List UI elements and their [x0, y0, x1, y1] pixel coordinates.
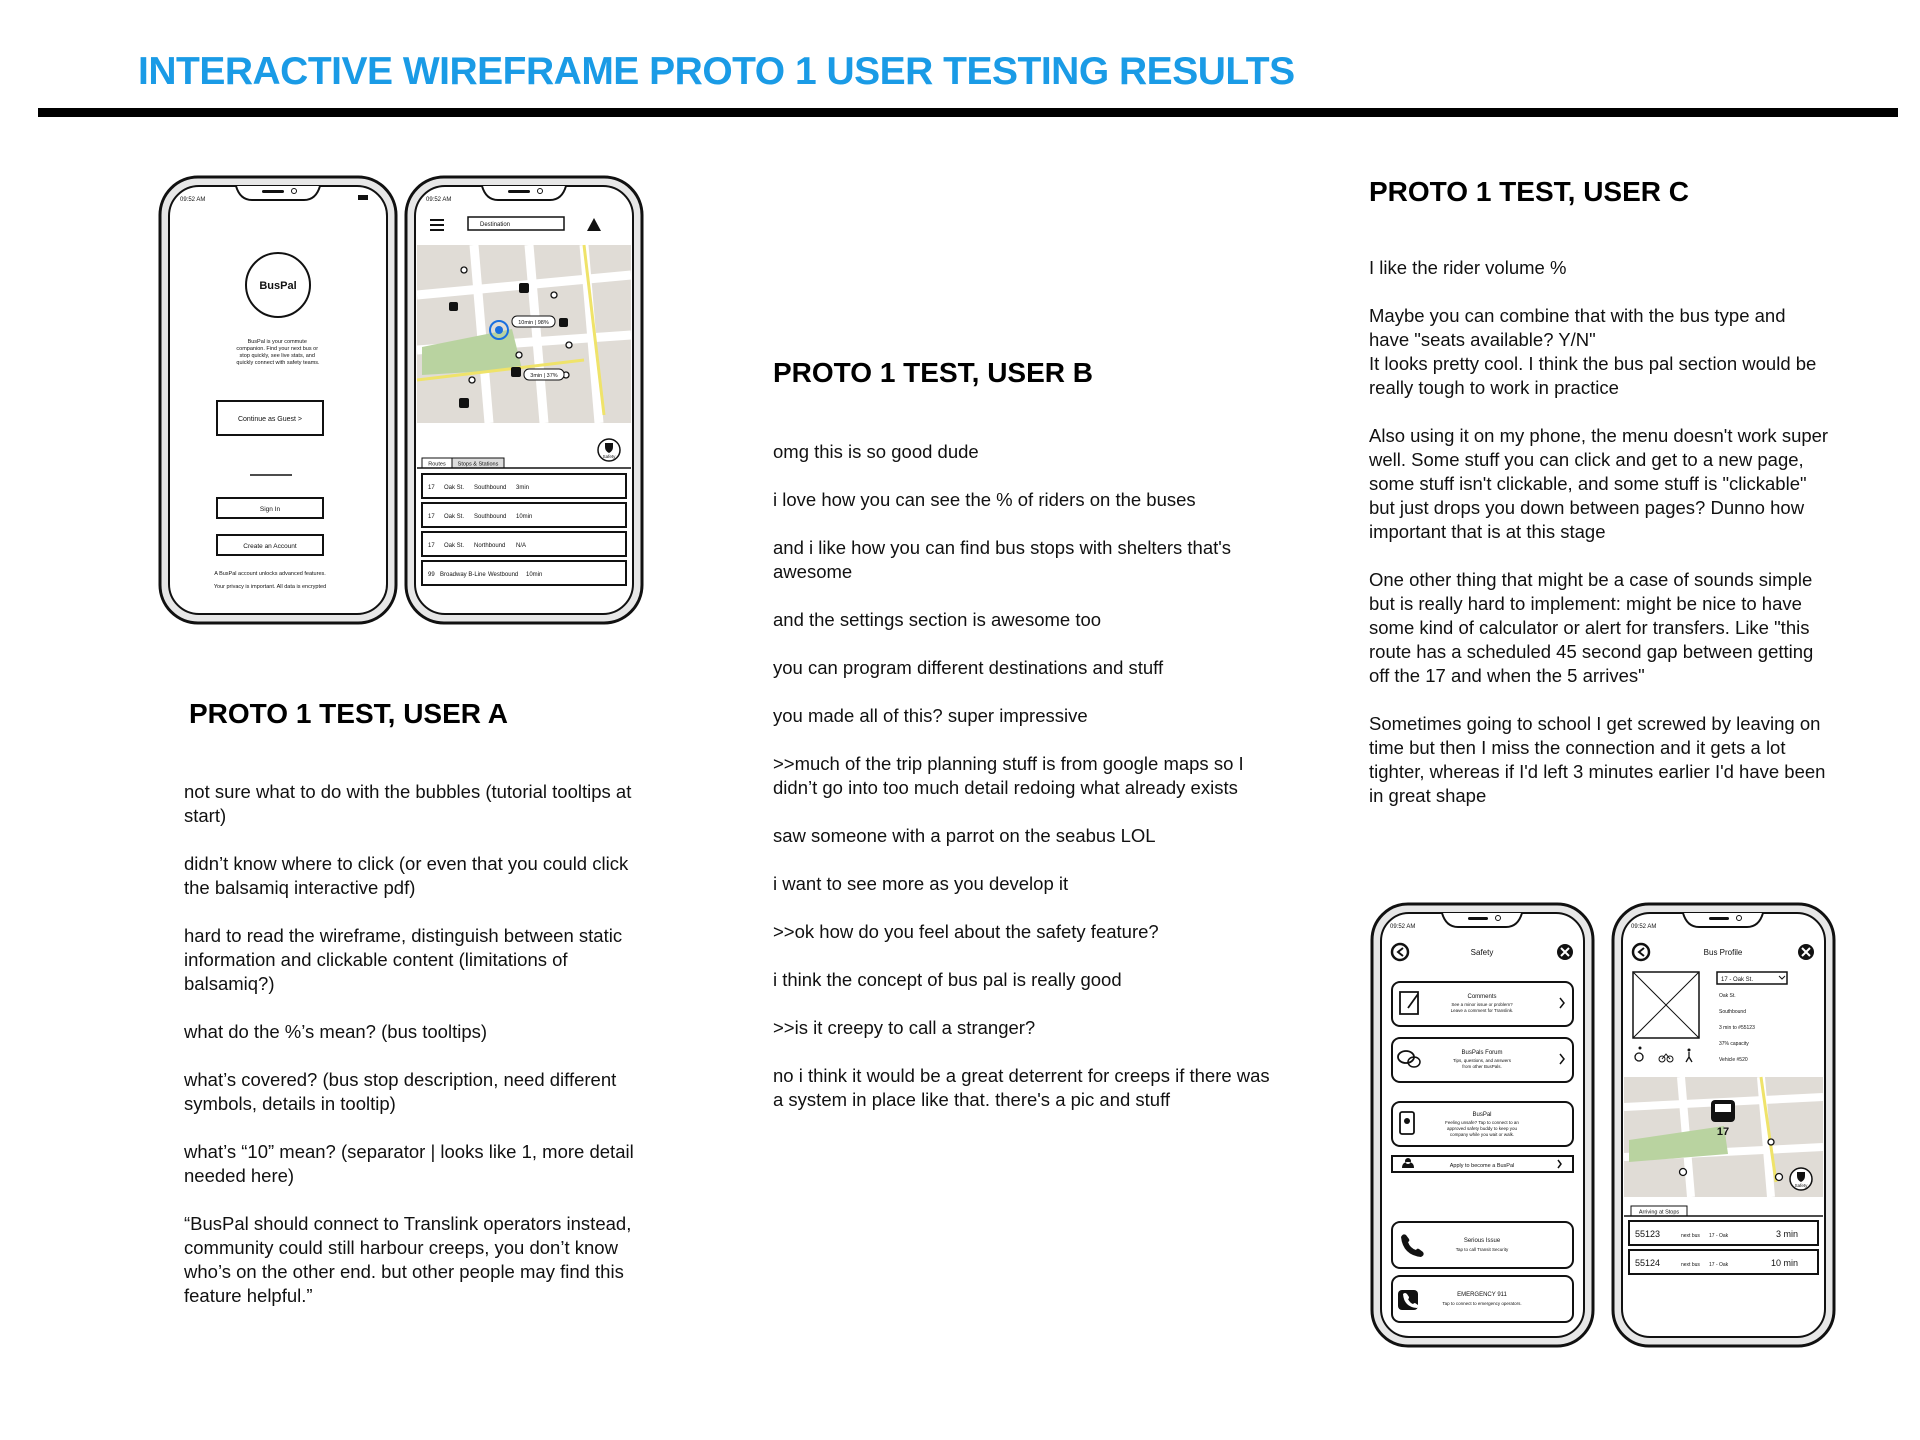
bus-bubble-10min[interactable] — [512, 316, 555, 327]
tab-stops-stations-label: Stops & Stations — [457, 461, 499, 468]
note-item: hard to read the wireframe, distinguish between static information and clickable content (limitations of balsamiq?) — [184, 925, 623, 994]
destination-placeholder: Destination — [480, 222, 511, 228]
bus-bubble-10min-label: 10min | 98% — [518, 320, 549, 326]
clock-label: 09:52 AM — [426, 197, 452, 203]
note-item: and i like how you can find bus stops with shelters that's awesome — [773, 537, 1232, 582]
forum-title: BusPals Forum — [1461, 1050, 1503, 1056]
user-b-notes — [773, 440, 1273, 1136]
bus-icon — [1711, 1100, 1735, 1122]
buspal-desc: Feeling unsafe? Tap to connect to an approved safety buddy to keep you company while you wait or walk. — [1445, 1120, 1519, 1137]
wireframe-safety-screen — [1370, 902, 1595, 1348]
apply-buspal-button[interactable] — [1392, 1156, 1573, 1172]
safety-button[interactable] — [598, 439, 620, 461]
continue-as-guest-button[interactable] — [217, 401, 323, 435]
stop-row[interactable] — [1629, 1221, 1818, 1245]
title-divider — [38, 108, 1898, 117]
buspal-logo: BusPal — [259, 280, 297, 292]
route-row[interactable] — [422, 532, 626, 556]
serious-issue-desc: Tap to call Transit Security — [1455, 1247, 1509, 1252]
note-item: omg this is so good dude — [773, 441, 979, 462]
welcome-tagline: BusPal is your commute companion. Find your next bus or stop quickly, see live stats, and quickly connect with safety teams. — [236, 339, 320, 366]
sign-in-button[interactable] — [217, 498, 323, 518]
wireframe-welcome-screen — [158, 175, 398, 625]
privacy-note: Your privacy is important. All data is encrypted — [213, 584, 327, 590]
svg-text:55124next bus17 - Oak10 min: 55124 next bus 17 - Oak 10 min — [1635, 1258, 1799, 1268]
clock-label: 09:52 AM — [1631, 924, 1657, 930]
svg-text:99Broadway B-LineWestbound10mi: 99 Broadway B-Line Westbound 10min — [428, 572, 543, 578]
note-item: i think the concept of bus pal is really good — [773, 969, 1122, 990]
bus-bubble-3min[interactable] — [524, 369, 564, 380]
close-icon[interactable] — [1798, 944, 1814, 960]
tab-stops-stations[interactable] — [452, 458, 504, 468]
buspal-item[interactable] — [1392, 1102, 1573, 1146]
note-item: you can program different destinations and stuff — [773, 657, 1164, 678]
wireframe-map-screen — [404, 175, 644, 625]
route-select[interactable] — [1717, 972, 1787, 984]
note-item: what do the %’s mean? (bus tooltips) — [184, 1021, 488, 1042]
route-row[interactable] — [422, 561, 626, 585]
note-item: >>much of the trip planning stuff is from google maps so I didn’t go into too much detail redoing what already exists — [773, 753, 1244, 798]
route-select-value: 17 - Oak St. — [1721, 977, 1754, 983]
svg-text:17Oak St.NorthboundN/A: 17 Oak St. Northbound N/A — [428, 543, 527, 549]
sign-in-label: Sign In — [259, 506, 281, 513]
bus-profile-title: Bus Profile — [1703, 948, 1743, 957]
user-b-heading: PROTO 1 TEST, USER B — [773, 357, 1093, 388]
comments-item[interactable] — [1392, 982, 1573, 1026]
note-item: i love how you can see the % of riders on the buses — [773, 489, 1196, 510]
destination-search-input[interactable] — [468, 217, 564, 230]
hamburger-menu-icon[interactable] — [430, 219, 444, 231]
note-item: not sure what to do with the bubbles (tutorial tooltips at start) — [184, 781, 632, 826]
bus-info: Oak St. Southbound 3 min to #55123 37% capacity Vehicle #520 — [1719, 993, 1755, 1063]
tab-arriving-stops[interactable] — [1631, 1206, 1687, 1216]
create-account-label: Create an Account — [243, 543, 297, 550]
note-item: and the settings section is awesome too — [773, 609, 1102, 630]
note-item: Also using it on my phone, the menu doesn't work super well. Some stuff you can click and get to a new page, some stuff isn't clickable, and some stuff is "clickable" but just drops you down between pages? Dunno how important that is at this stage — [1369, 425, 1829, 542]
forum-desc: Tips, questions, and answers from other BusPals. — [1452, 1058, 1512, 1069]
safety-label: Safety — [602, 454, 616, 459]
user-c-heading: PROTO 1 TEST, USER C — [1369, 176, 1689, 207]
emergency-911-item[interactable] — [1392, 1276, 1573, 1322]
user-a-notes — [184, 780, 644, 1332]
clock-label: 09:52 AM — [180, 197, 206, 203]
buspals-forum-item[interactable] — [1392, 1038, 1573, 1082]
note-item: I like the rider volume % — [1369, 257, 1567, 278]
note-item: saw someone with a parrot on the seabus LOL — [773, 825, 1156, 846]
apply-buspal-label: Apply to become a BusPal — [1449, 1163, 1515, 1169]
safety-label: Safety — [1794, 1183, 1808, 1188]
note-item: >>is it creepy to call a stranger? — [773, 1017, 1036, 1038]
account-note: A BusPal account unlocks advanced features. — [214, 571, 326, 577]
stop-row[interactable] — [1629, 1250, 1818, 1274]
tab-routes-label: Routes — [428, 461, 446, 468]
safety-button[interactable] — [1790, 1168, 1812, 1190]
emergency-desc: Tap to connect to emergency operators. — [1442, 1301, 1522, 1306]
comments-title: Comments — [1467, 994, 1497, 1000]
route-row[interactable] — [422, 503, 626, 527]
note-item: you made all of this? super impressive — [773, 705, 1088, 726]
bus-image-placeholder — [1633, 972, 1699, 1038]
svg-text:55123next bus17 - Oak3 min: 55123 next bus 17 - Oak 3 min — [1635, 1229, 1799, 1239]
route-row[interactable] — [422, 474, 626, 498]
wireframe-bus-profile-screen — [1611, 902, 1836, 1348]
note-item: i want to see more as you develop it — [773, 873, 1069, 894]
user-a-heading: PROTO 1 TEST, USER A — [189, 698, 508, 729]
tab-routes[interactable] — [422, 458, 452, 468]
safety-screen-title: Safety — [1470, 948, 1494, 957]
serious-issue-title: Serious Issue — [1463, 1238, 1501, 1244]
bus-bubble-3min-label: 3min | 37% — [530, 373, 558, 379]
note-item: didn’t know where to click (or even that you could click the balsamiq interactive pdf) — [184, 853, 629, 898]
note-item: what’s covered? (bus stop description, need different symbols, details in tooltip) — [184, 1069, 617, 1114]
note-item: “BusPal should connect to Translink operators instead, community could still harbour creeps, you don’t know who’s on the other end. but other people may find this feature helpful.” — [184, 1213, 632, 1306]
note-item: One other thing that might be a case of sounds simple but is really hard to implement: might be nice to have some kind of calculator or alert for transfers. Like "this route has a scheduled 45 second gap between getting off the 17 and when the 5 arrives" — [1369, 569, 1814, 686]
tab-arriving-stops-label: Arriving at Stops — [1638, 1209, 1680, 1216]
continue-as-guest-label: Continue as Guest > — [237, 416, 303, 423]
emergency-title: EMERGENCY 911 — [1457, 1292, 1507, 1298]
note-item: >>ok how do you feel about the safety feature? — [773, 921, 1159, 942]
close-icon[interactable] — [1557, 944, 1573, 960]
svg-text:17Oak St.Southbound3min: 17 Oak St. Southbound 3min — [428, 485, 530, 491]
page-title: INTERACTIVE WIREFRAME PROTO 1 USER TESTING RESULTS — [138, 50, 1295, 93]
bus-number: 17 — [1716, 1126, 1730, 1138]
map-area[interactable] — [417, 245, 631, 423]
note-item: no i think it would be a great deterrent for creeps if there was a system in place like that. there's a pic and stuff — [773, 1065, 1270, 1110]
svg-text:17Oak St.Southbound10min: 17 Oak St. Southbound 10min — [428, 514, 533, 520]
serious-issue-item[interactable] — [1392, 1222, 1573, 1268]
create-account-button[interactable] — [217, 535, 323, 555]
comments-desc: See a minor issue or problem? Leave a comment for Translink. — [1450, 1002, 1514, 1013]
note-item: Maybe you can combine that with the bus type and have "seats available? Y/N" It looks pretty cool. I think the bus pal section would be really tough to work in practice — [1369, 305, 1817, 398]
user-c-notes — [1369, 256, 1829, 832]
note-item: Sometimes going to school I get screwed by leaving on time but then I miss the connection and it gets a lot tighter, whereas if I'd left 3 minutes earlier I'd have been in great shape — [1369, 713, 1826, 806]
buspal-title: BusPal — [1472, 1112, 1492, 1118]
note-item: what’s “10” mean? (separator | looks like 1, more detail needed here) — [184, 1141, 634, 1186]
clock-label: 09:52 AM — [1390, 924, 1416, 930]
